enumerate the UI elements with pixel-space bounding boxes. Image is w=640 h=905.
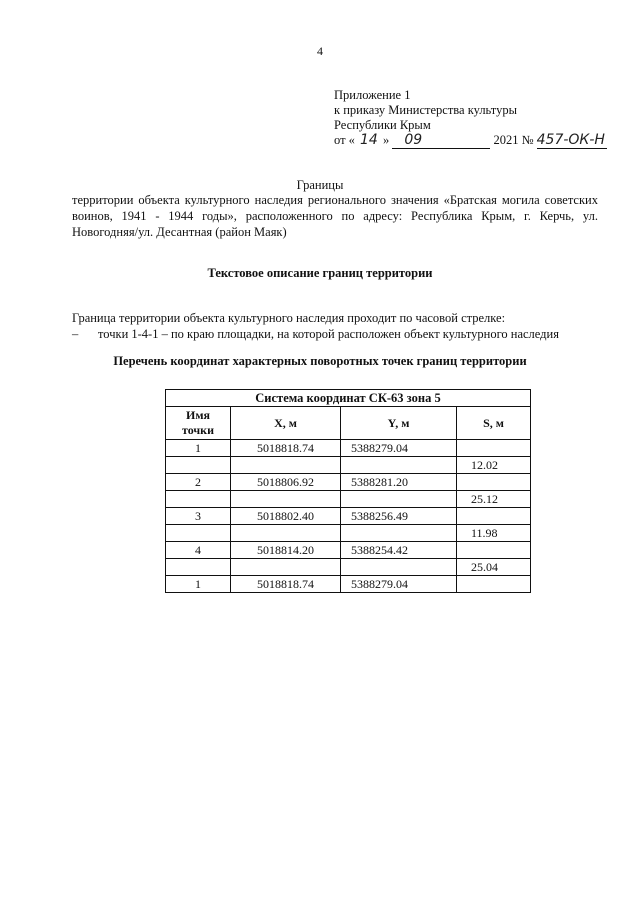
cell-y: 5388254.42 — [341, 542, 457, 559]
coordinates-heading: Перечень координат характерных поворотных точек границ территории — [113, 354, 527, 368]
cell-x — [231, 491, 341, 508]
cell-point-name — [166, 457, 231, 474]
cell-x: 5018818.74 — [231, 440, 341, 457]
cell-point-name: 2 — [166, 474, 231, 491]
cell-x — [231, 525, 341, 542]
page-number: 4 — [317, 44, 323, 58]
description-paragraph — [72, 310, 612, 342]
date-prefix: от « — [334, 133, 355, 147]
coordinate-system-header: Система координат СК-63 зона 5 — [166, 390, 531, 407]
cell-distance — [457, 576, 531, 593]
appendix-block — [334, 88, 607, 149]
document-title: Границы — [296, 178, 344, 192]
appendix-line-2: к приказу Министерства культуры — [334, 103, 517, 117]
cell-point-name: 4 — [166, 542, 231, 559]
cell-y — [341, 559, 457, 576]
cell-point-name — [166, 559, 231, 576]
cell-distance: 11.98 — [457, 525, 531, 542]
column-header-x: X, м — [231, 407, 341, 440]
cell-distance: 25.04 — [457, 559, 531, 576]
dash-bullet: – — [72, 327, 79, 341]
cell-y: 5388256.49 — [341, 508, 457, 525]
section-heading: Текстовое описание границ территории — [207, 266, 433, 280]
handwritten-order-number: 457-ОК-Н — [536, 132, 605, 148]
cell-point-name: 1 — [166, 440, 231, 457]
cell-x: 5018814.20 — [231, 542, 341, 559]
year-prefix: 2021 № — [493, 133, 534, 147]
table-row — [166, 559, 531, 576]
table-row — [166, 542, 531, 559]
cell-distance — [457, 474, 531, 491]
table-row — [166, 440, 531, 457]
appendix-line-3: Республики Крым — [334, 118, 431, 132]
cell-y: 5388281.20 — [341, 474, 457, 491]
handwritten-month: 09 — [392, 133, 490, 149]
cell-x: 5018806.92 — [231, 474, 341, 491]
cell-point-name — [166, 491, 231, 508]
column-header-y: Y, м — [341, 407, 457, 440]
table-row — [166, 525, 531, 542]
cell-distance — [457, 440, 531, 457]
cell-x: 5018818.74 — [231, 576, 341, 593]
document-subtitle: территории объекта культурного наследия регионального значения «Братская могила советских воинов, 1941 - 1944 годы», расположенного по адресу: Республика Крым, г. Керчь, ул. Новогодняя/ул. Десантная (район Маяк) — [72, 193, 598, 239]
date-mid: » — [382, 133, 390, 147]
cell-distance: 12.02 — [457, 457, 531, 474]
description-list-item — [72, 326, 612, 342]
table-row — [166, 457, 531, 474]
table-row — [166, 576, 531, 593]
cell-x: 5018802.40 — [231, 508, 341, 525]
cell-y: 5388279.04 — [341, 440, 457, 457]
description-intro: Граница территории объекта культурного наследия проходит по часовой стрелке: — [72, 311, 506, 325]
cell-x — [231, 559, 341, 576]
cell-y — [341, 457, 457, 474]
table-row — [166, 474, 531, 491]
table-row — [166, 508, 531, 525]
cell-point-name — [166, 525, 231, 542]
cell-distance — [457, 508, 531, 525]
cell-x — [231, 457, 341, 474]
appendix-date-line — [334, 133, 607, 149]
description-item-text: точки 1-4-1 – по краю площадки, на которой расположен объект культурного наследия — [98, 327, 559, 341]
coordinates-table-body — [166, 440, 531, 593]
appendix-line-1: Приложение 1 — [334, 88, 411, 102]
cell-y — [341, 525, 457, 542]
cell-point-name: 3 — [166, 508, 231, 525]
cell-point-name: 1 — [166, 576, 231, 593]
coordinates-table — [165, 389, 531, 593]
cell-distance — [457, 542, 531, 559]
column-header-s: S, м — [457, 407, 531, 440]
cell-y — [341, 491, 457, 508]
cell-distance: 25.12 — [457, 491, 531, 508]
cell-y: 5388279.04 — [341, 576, 457, 593]
table-row — [166, 491, 531, 508]
handwritten-day: 14 — [360, 132, 378, 148]
column-header-name: Имя точки — [166, 407, 231, 440]
